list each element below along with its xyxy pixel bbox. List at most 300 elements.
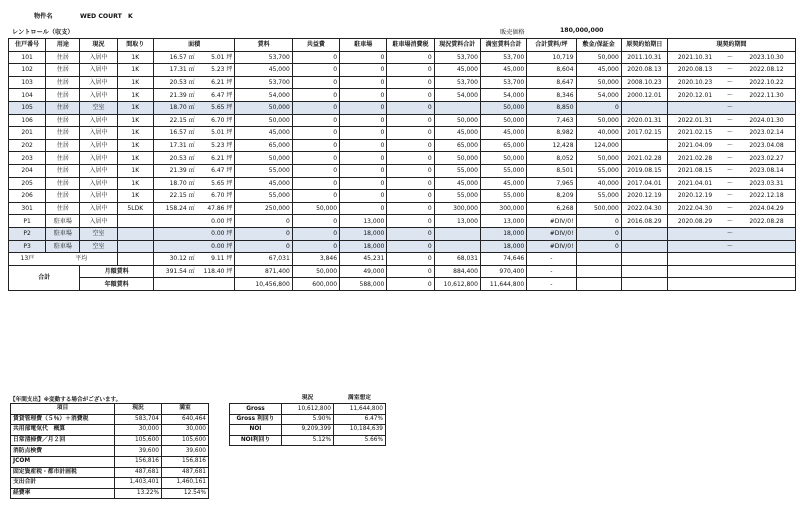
cell-parking: 18,000 [340, 227, 387, 240]
cell-from [668, 101, 722, 114]
cell-no: 204 [9, 164, 46, 177]
cell-status: 入居中 [80, 127, 117, 140]
summary-cur: 5.12% [282, 435, 334, 445]
cell-cur-total: 55,000 [434, 190, 480, 203]
cell-m2: 21.39 ㎡ [153, 164, 196, 177]
cell-layout: 1K [117, 139, 153, 152]
cell-cur-total [434, 101, 480, 114]
cell-from [668, 227, 722, 240]
cell-per-tsubo: 8,209 [527, 190, 576, 203]
expense-col-current: 現況 [115, 404, 162, 415]
monthly-total-row [9, 265, 796, 278]
cell-tilde: ～ [722, 227, 738, 240]
cell-tsubo: 6.21 坪 [197, 152, 235, 165]
cell-orig: 2020.08.13 [621, 64, 667, 77]
cell-use: 住居 [46, 152, 80, 165]
cell-rent: 0 [235, 240, 292, 253]
cell-tsubo: 6.21 坪 [197, 76, 235, 89]
monthly-parking-tax: 0 [387, 265, 434, 278]
annual-common: 600,000 [292, 278, 339, 291]
cell-tsubo: 5.01 坪 [197, 127, 235, 140]
monthly-label: 月額賃料 [80, 265, 153, 278]
cell-from: 2020.10.23 [668, 76, 722, 89]
cell-tilde: ～ [722, 127, 738, 140]
cell-to: 2023.10.30 [738, 51, 795, 64]
table-row [9, 76, 796, 89]
cell-status: 入居中 [80, 164, 117, 177]
cell-deposit: 0 [576, 227, 621, 240]
cell-parking: 0 [340, 164, 387, 177]
cell-status: 入居中 [80, 114, 117, 127]
cell-deposit: 50,000 [576, 76, 621, 89]
cell-rent: 0 [235, 227, 292, 240]
expense-item: 共用部電気代 概算 [11, 425, 115, 436]
avg-per-tsubo: - [527, 253, 576, 266]
cell-tilde: ～ [722, 114, 738, 127]
cell-from: 2021.08.15 [668, 164, 722, 177]
cell-full-total: 13,000 [480, 215, 526, 228]
avg-m2: 30.12 ㎡ [153, 253, 196, 266]
cell-to: 2024.04.29 [738, 202, 795, 215]
cell-layout: 1K [117, 127, 153, 140]
cell-cur-total: 45,000 [434, 177, 480, 190]
table-row [9, 177, 796, 190]
cell-to: 2023.03.31 [738, 177, 795, 190]
cell-full-total: 55,000 [480, 164, 526, 177]
total-m2: 391.54 ㎡ [153, 265, 196, 278]
cell-ptax: 0 [387, 240, 434, 253]
cell-common: 0 [292, 190, 339, 203]
cell-tilde: ～ [722, 76, 738, 89]
empty-cell [668, 265, 796, 278]
cell-tilde: ～ [722, 177, 738, 190]
cell-no: 206 [9, 190, 46, 203]
cell-parking: 0 [340, 202, 387, 215]
cell-deposit: 50,000 [576, 114, 621, 127]
avg-parking: 45,231 [340, 253, 387, 266]
cell-tsubo: 5.65 坪 [197, 177, 235, 190]
cell-to: 2023.02.14 [738, 127, 795, 140]
cell-m2 [153, 227, 196, 240]
cell-deposit: 45,000 [576, 64, 621, 77]
cell-from: 2022.01.31 [668, 114, 722, 127]
cell-cur-total: 50,000 [434, 114, 480, 127]
summary-row [230, 404, 386, 414]
cell-from: 2022.04.30 [668, 202, 722, 215]
cell-tilde: ～ [722, 202, 738, 215]
monthly-per-tsubo: - [527, 265, 576, 278]
cell-use: 住居 [46, 114, 80, 127]
table-row [9, 101, 796, 114]
cell-tilde: ～ [722, 215, 738, 228]
col-common: 共益費 [292, 39, 339, 52]
cell-parking: 0 [340, 89, 387, 102]
average-row [9, 253, 796, 266]
expense-item: 固定資産税・都市計画税 [11, 467, 115, 478]
cell-no: 106 [9, 114, 46, 127]
cell-common: 0 [292, 127, 339, 140]
cell-per-tsubo: #DIV/0! [527, 227, 576, 240]
annual-label: 年額賃料 [80, 278, 153, 291]
col-layout: 間取り [117, 39, 153, 52]
cell-no: P3 [9, 240, 46, 253]
col-unit: 住戸番号 [9, 39, 46, 52]
expense-item: 日常清掃費／月２回 [11, 435, 115, 446]
col-area: 面積 [153, 39, 235, 52]
expense-item: JCOM [11, 456, 115, 467]
cell-common: 0 [292, 139, 339, 152]
cell-common: 50,000 [292, 202, 339, 215]
cell-common: 0 [292, 101, 339, 114]
cell-rent: 54,000 [235, 89, 292, 102]
price-value: 180,000,000 [560, 27, 604, 34]
cell-no: 105 [9, 101, 46, 114]
cell-common: 0 [292, 51, 339, 64]
col-parking-tax: 駐車場消費税 [387, 39, 434, 52]
cell-per-tsubo: 12,428 [527, 139, 576, 152]
cell-status: 入居中 [80, 76, 117, 89]
summary-row [230, 414, 386, 424]
table-row [9, 164, 796, 177]
cell-per-tsubo: 7,463 [527, 114, 576, 127]
table-row [9, 190, 796, 203]
avg-tsubo: 9.11 坪 [197, 253, 235, 266]
cell-common: 0 [292, 76, 339, 89]
cell-tilde: ～ [722, 101, 738, 114]
cell-orig [621, 227, 667, 240]
summary-col-full: 満室想定 [334, 394, 386, 404]
cell-deposit: 55,000 [576, 164, 621, 177]
cell-status: 空室 [80, 227, 117, 240]
price-label: 販売価格 [500, 29, 525, 36]
cell-parking: 13,000 [340, 215, 387, 228]
cell-status: 入居中 [80, 51, 117, 64]
cell-common: 0 [292, 64, 339, 77]
cell-layout: 1K [117, 101, 153, 114]
summary-row [230, 435, 386, 445]
cell-per-tsubo: 7,965 [527, 177, 576, 190]
cell-use: 住居 [46, 177, 80, 190]
cell-per-tsubo: 10,719 [527, 51, 576, 64]
empty-cell [230, 394, 282, 404]
avg-text: 平均 [46, 253, 117, 266]
cell-rent: 45,000 [235, 64, 292, 77]
cell-tilde: ～ [722, 152, 738, 165]
cell-common: 0 [292, 215, 339, 228]
cell-to: 2024.01.30 [738, 114, 795, 127]
cell-to: 2022.10.22 [738, 76, 795, 89]
cell-use: 駐車場 [46, 215, 80, 228]
cell-to: 2022.12.18 [738, 190, 795, 203]
cell-parking: 0 [340, 190, 387, 203]
cell-rent: 53,700 [235, 51, 292, 64]
table-row [9, 227, 796, 240]
empty-cell [576, 265, 621, 278]
cell-parking: 0 [340, 51, 387, 64]
avg-current-total: 68,031 [434, 253, 480, 266]
cell-parking: 18,000 [340, 240, 387, 253]
col-parking: 駐車場 [340, 39, 387, 52]
cell-status: 入居中 [80, 215, 117, 228]
expense-row [11, 435, 209, 446]
cell-ptax: 0 [387, 127, 434, 140]
cell-full-total: 45,000 [480, 177, 526, 190]
cell-m2: 16.57 ㎡ [153, 51, 196, 64]
cell-full-total: 55,000 [480, 190, 526, 203]
cell-per-tsubo: #DIV/0! [527, 215, 576, 228]
expense-cur: 1,403,401 [115, 478, 162, 489]
expense-row [11, 425, 209, 436]
cell-from: 2021.04.01 [668, 177, 722, 190]
cell-from: 2021.02.15 [668, 127, 722, 140]
expense-full: 12.54% [162, 488, 209, 499]
cell-rent: 250,000 [235, 202, 292, 215]
cell-from: 2021.02.28 [668, 152, 722, 165]
cell-deposit: 40,000 [576, 177, 621, 190]
cell-use: 住居 [46, 51, 80, 64]
cell-parking: 0 [340, 76, 387, 89]
table-row [9, 139, 796, 152]
cell-m2: 20.53 ㎡ [153, 76, 196, 89]
cell-per-tsubo: 8,501 [527, 164, 576, 177]
cell-ptax: 0 [387, 76, 434, 89]
annual-rent: 10,456,800 [235, 278, 292, 291]
cell-full-total: 53,700 [480, 76, 526, 89]
cell-cur-total: 300,000 [434, 202, 480, 215]
summary-label: NOI利回り [230, 435, 282, 445]
expense-cur: 583,704 [115, 414, 162, 425]
annual-parking-tax: 0 [387, 278, 434, 291]
cell-tsubo: 0.00 坪 [197, 215, 235, 228]
cell-parking: 0 [340, 177, 387, 190]
cell-deposit: 40,000 [576, 127, 621, 140]
monthly-common: 50,000 [292, 265, 339, 278]
cell-to: 2022.08.28 [738, 215, 795, 228]
expense-table [10, 403, 209, 499]
cell-rent: 65,000 [235, 139, 292, 152]
empty-cell [576, 278, 621, 291]
cell-m2: 17.31 ㎡ [153, 139, 196, 152]
cell-common: 0 [292, 164, 339, 177]
cell-tilde: ～ [722, 64, 738, 77]
cell-ptax: 0 [387, 139, 434, 152]
cell-tilde: ～ [722, 89, 738, 102]
cell-parking: 0 [340, 64, 387, 77]
cell-cur-total [434, 227, 480, 240]
cell-no: 301 [9, 202, 46, 215]
cell-status: 入居中 [80, 89, 117, 102]
monthly-parking: 49,000 [340, 265, 387, 278]
cell-tsubo: 0.00 坪 [197, 240, 235, 253]
cell-tsubo: 6.47 坪 [197, 164, 235, 177]
summary-full: 10,184,639 [334, 425, 386, 435]
cell-orig: 2000.12.01 [621, 89, 667, 102]
cell-parking: 0 [340, 101, 387, 114]
property-label: 物件名 [34, 13, 53, 20]
cell-ptax: 0 [387, 190, 434, 203]
cell-layout: 1K [117, 177, 153, 190]
summary-full: 11,644,800 [334, 404, 386, 414]
summary-col-current: 現況 [282, 394, 334, 404]
cell-per-tsubo: 8,604 [527, 64, 576, 77]
col-current-total: 現況賃料合計 [434, 39, 480, 52]
cell-full-total: 45,000 [480, 127, 526, 140]
cell-layout: 1K [117, 164, 153, 177]
cell-common: 0 [292, 114, 339, 127]
cell-m2: 17.31 ㎡ [153, 64, 196, 77]
cell-use: 住居 [46, 164, 80, 177]
section-title: レントロール（収支） [12, 29, 74, 36]
cell-full-total: 53,700 [480, 51, 526, 64]
cell-common: 0 [292, 240, 339, 253]
cell-m2: 16.57 ㎡ [153, 127, 196, 140]
cell-tsubo: 5.23 坪 [197, 139, 235, 152]
cell-to [738, 101, 795, 114]
expense-cur: 30,000 [115, 425, 162, 436]
cell-full-total: 65,000 [480, 139, 526, 152]
expense-row [11, 467, 209, 478]
summary-full: 5.66% [334, 435, 386, 445]
cell-cur-total: 54,000 [434, 89, 480, 102]
table-row [9, 64, 796, 77]
cell-status: 空室 [80, 101, 117, 114]
table-row [9, 114, 796, 127]
expense-full: 39,600 [162, 446, 209, 457]
cell-tilde: ～ [722, 164, 738, 177]
expense-row [11, 446, 209, 457]
cell-use: 住居 [46, 202, 80, 215]
header-row [9, 39, 796, 52]
summary-label: Gross 利回り [230, 414, 282, 424]
cell-cur-total: 53,700 [434, 76, 480, 89]
cell-no: 205 [9, 177, 46, 190]
total-tsubo: 118.40 坪 [197, 265, 235, 278]
col-status: 現況 [80, 39, 117, 52]
avg-label: 13戸 [9, 253, 46, 266]
table-row [9, 89, 796, 102]
cell-orig: 2022.04.30 [621, 202, 667, 215]
expense-full: 156,816 [162, 456, 209, 467]
cell-deposit: 54,000 [576, 89, 621, 102]
cell-no: 101 [9, 51, 46, 64]
cell-orig: 2021.02.28 [621, 152, 667, 165]
cell-deposit: 55,000 [576, 190, 621, 203]
summary-cur: 9,209,399 [282, 425, 334, 435]
cell-parking: 0 [340, 152, 387, 165]
expense-note: 【年間支出】※変動する場合がございます。 [10, 397, 122, 403]
cell-use: 住居 [46, 64, 80, 77]
avg-rent: 67,031 [235, 253, 292, 266]
total-label: 合計 [9, 265, 80, 290]
cell-full-total: 45,000 [480, 64, 526, 77]
cell-no: 103 [9, 76, 46, 89]
empty-cell [621, 278, 667, 291]
cell-from: 2020.08.13 [668, 64, 722, 77]
cell-m2 [153, 215, 196, 228]
cell-cur-total [434, 240, 480, 253]
expense-cur: 487,681 [115, 467, 162, 478]
annual-parking: 588,000 [340, 278, 387, 291]
cell-use: 住居 [46, 101, 80, 114]
cell-per-tsubo: 8,647 [527, 76, 576, 89]
table-row [9, 202, 796, 215]
cell-status: 入居中 [80, 64, 117, 77]
cell-use: 住居 [46, 127, 80, 140]
cell-tsubo: 5.01 坪 [197, 51, 235, 64]
col-per-tsubo: 合計賃料/坪 [527, 39, 576, 52]
cell-layout [117, 215, 153, 228]
cell-orig [621, 101, 667, 114]
empty-cell [668, 278, 796, 291]
cell-tsubo: 6.70 坪 [197, 190, 235, 203]
cell-no: 104 [9, 89, 46, 102]
cell-use: 住居 [46, 139, 80, 152]
cell-rent: 45,000 [235, 127, 292, 140]
cell-status: 入居中 [80, 152, 117, 165]
expense-cur: 105,600 [115, 435, 162, 446]
cell-tsubo: 6.47 坪 [197, 89, 235, 102]
cell-layout: 1K [117, 89, 153, 102]
cell-full-total: 50,000 [480, 101, 526, 114]
cell-layout: 1K [117, 51, 153, 64]
cell-m2: 20.53 ㎡ [153, 152, 196, 165]
cell-cur-total: 13,000 [434, 215, 480, 228]
cell-use: 住居 [46, 76, 80, 89]
cell-layout: 1K [117, 190, 153, 203]
expense-full: 30,000 [162, 425, 209, 436]
cell-tsubo: 0.00 坪 [197, 227, 235, 240]
cell-no: P2 [9, 227, 46, 240]
cell-m2: 22.15 ㎡ [153, 190, 196, 203]
empty-cell [153, 278, 235, 291]
table-row [9, 215, 796, 228]
cell-no: 201 [9, 127, 46, 140]
cell-status: 空室 [80, 240, 117, 253]
cell-per-tsubo: 8,982 [527, 127, 576, 140]
cell-from: 2021.10.31 [668, 51, 722, 64]
cell-use: 駐車場 [46, 240, 80, 253]
cell-from [668, 240, 722, 253]
annual-full-total: 11,644,800 [480, 278, 526, 291]
summary-label: Gross [230, 404, 282, 414]
cell-deposit: 0 [576, 101, 621, 114]
cell-deposit: 0 [576, 215, 621, 228]
cell-layout [117, 240, 153, 253]
cell-status: 入居中 [80, 177, 117, 190]
table-row [9, 152, 796, 165]
cell-use: 住居 [46, 190, 80, 203]
cell-m2: 18.70 ㎡ [153, 101, 196, 114]
expense-full: 487,681 [162, 467, 209, 478]
cell-layout: 1K [117, 114, 153, 127]
cell-tilde: ～ [722, 51, 738, 64]
cell-tsubo: 47.86 坪 [197, 202, 235, 215]
cell-rent: 55,000 [235, 164, 292, 177]
cell-layout: 5LDK [117, 202, 153, 215]
cell-ptax: 0 [387, 215, 434, 228]
cell-full-total: 18,000 [480, 240, 526, 253]
cell-deposit: 50,000 [576, 152, 621, 165]
table-row [9, 127, 796, 140]
expense-col-item: 項目 [11, 404, 115, 415]
cell-rent: 50,000 [235, 152, 292, 165]
cell-tsubo: 5.23 坪 [197, 64, 235, 77]
cell-tilde: ～ [722, 240, 738, 253]
expense-row [11, 456, 209, 467]
cell-per-tsubo: 8,346 [527, 89, 576, 102]
cell-rent: 45,000 [235, 177, 292, 190]
cell-cur-total: 55,000 [434, 164, 480, 177]
